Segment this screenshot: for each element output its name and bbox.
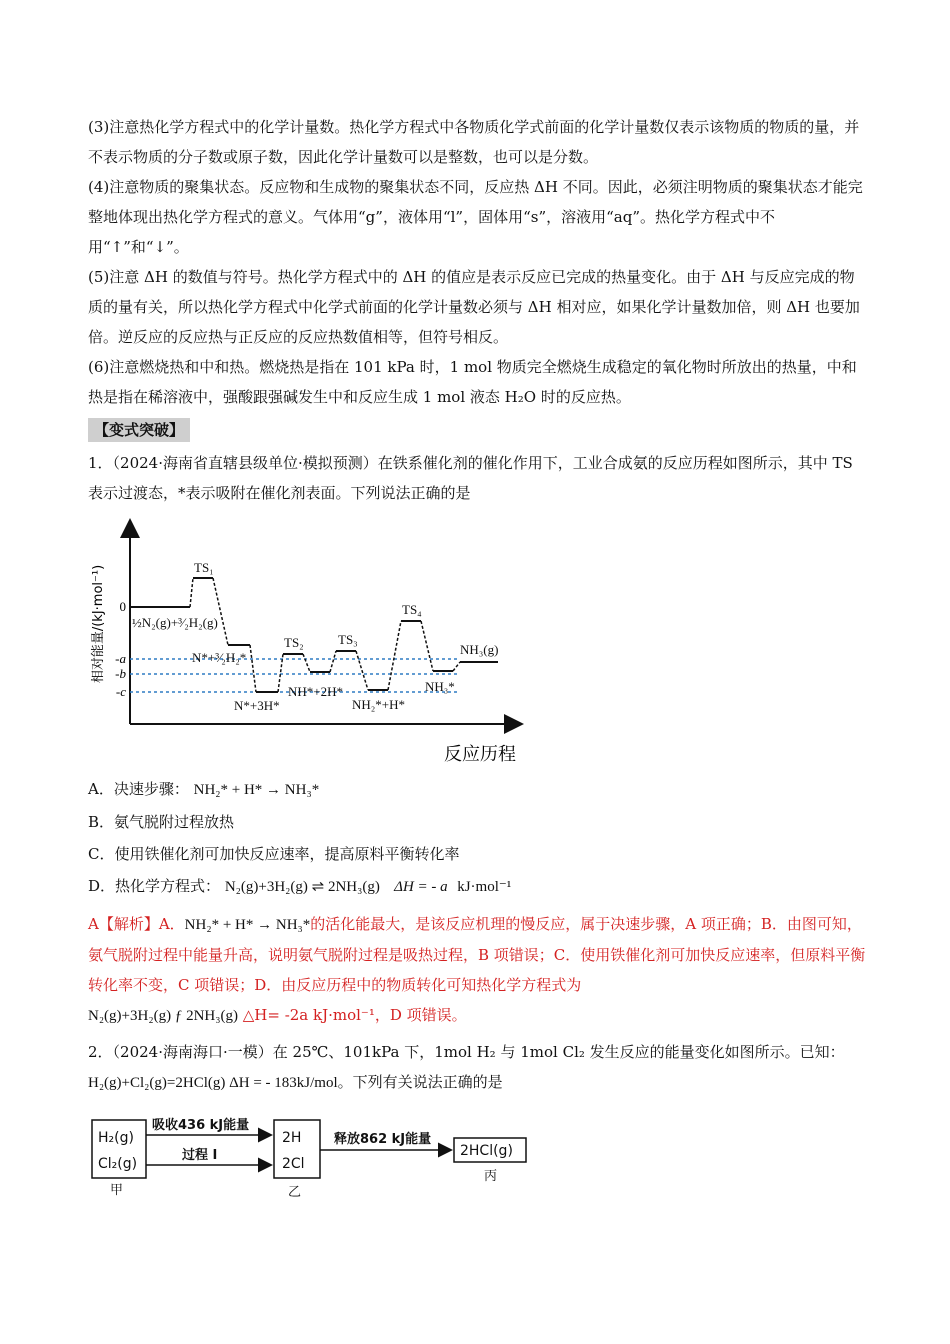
section-tag: 【变式突破】 xyxy=(88,418,190,442)
tick-a: -a xyxy=(115,651,126,666)
arrow-2-label: 释放862 kJ能量 xyxy=(334,1132,432,1147)
page-content xyxy=(88,112,868,1204)
option-a-equation: NH₂* + H* → NH₃* xyxy=(193,782,320,798)
tick-c: -c xyxy=(115,684,126,699)
option-d: D．热化学方程式： N₂(g)+3H₂(g) ⇌ 2NH₃(g) ΔH = - a kJ·mol⁻¹ xyxy=(88,877,512,895)
label-n-3h: N*+3H* xyxy=(234,698,280,713)
energy-flow-diagram xyxy=(88,1112,548,1204)
box-jia-line1: H₂(g) xyxy=(98,1130,134,1146)
label-n-h2: N*+³⁄₂H₂* xyxy=(192,650,247,665)
box-bing-text: 2HCl(g) xyxy=(460,1143,513,1159)
tick-0: 0 xyxy=(119,599,126,614)
x-axis-label: 反应历程 xyxy=(444,744,516,765)
q2-stem: 2．（2024·海南海口·一模）在 25℃、101kPa 下，1mol H₂ 与 1mol Cl₂ 发生反应的能量变化如图所示。已知：H₂(g)+Cl₂(g)=2HCl(g) ΔH = - 183kJ/mol。下列有关说法正确的是 xyxy=(88,1043,845,1091)
option-c: C．使用铁催化剂可加快反应速率，提高原料平衡转化率 xyxy=(88,845,460,863)
label-nh-2h: NH*+2H* xyxy=(288,684,343,699)
box-yi-label: 乙 xyxy=(288,1185,302,1200)
label-ts3: TS₃ xyxy=(338,632,358,647)
option-d-unit: kJ·mol⁻¹ xyxy=(457,879,512,895)
label-nh3-ads: NH₃* xyxy=(425,679,455,694)
q1-analysis: A【解析】A．NH₂* + H* → NH₃*的活化能最大，是该反应机理的慢反应，属于决速步骤，A 项正确；B．由图可知，氨气脱附过程中能量升高，说明氨气脱附过程是吸热过程，B 项错误；C．使用铁催化剂可加快反应速率，但原料平衡转化率不变，C 项错误；D．由反应历程中的物质转化可知热化学方程式为 xyxy=(88,915,866,994)
tick-b: -b xyxy=(115,666,126,681)
option-d-dh: ΔH = - a xyxy=(394,879,448,895)
option-a: A．决速步骤： NH₂* + H* → NH₃* xyxy=(88,780,320,798)
box-yi-line2: 2Cl xyxy=(282,1156,305,1172)
arrow-1-bottom-label: 过程 I xyxy=(182,1148,218,1163)
label-ts2: TS₂ xyxy=(284,635,304,650)
y-axis-label: 相对能量/(kJ·mol⁻¹) xyxy=(91,564,106,684)
intro-point-4: (4)注意物质的聚集状态。反应物和生成物的聚集状态不同，反应热 ΔH 不同。因此，必须注明物质的聚集状态才能完整地体现出热化学方程式的意义。气体用“g”，液体用“l”，固体用“s”，溶液用“aq”。热化学方程式中不用“↑”和“↓”。 xyxy=(88,178,863,256)
label-nh3-g: NH₃(g) xyxy=(460,642,499,657)
box-yi-line1: 2H xyxy=(282,1130,302,1146)
arrow-1-top-label: 吸收436 kJ能量 xyxy=(152,1118,250,1133)
option-d-equation: N₂(g)+3H₂(g) ⇌ 2NH₃(g) xyxy=(224,879,380,895)
label-start: ½N₂(g)+³⁄₂H₂(g) xyxy=(132,615,218,630)
box-jia-label: 甲 xyxy=(110,1183,124,1198)
intro-point-5: (5)注意 ΔH 的数值与符号。热化学方程式中的 ΔH 的值应是表示反应已完成的热量变化。由于 ΔH 与反应完成的物质的量有关，所以热化学方程式中化学式前面的化学计量数必须与 ΔH 相对应，如果化学计量数加倍，则 ΔH 也要加倍。逆反应的反应热与正反应的反应热数值相等，但符号相反。 xyxy=(88,268,860,346)
q1-stem: 1．（2024·海南省直辖县级单位·模拟预测）在铁系催化剂的催化作用下，工业合成氨的反应历程如图所示，其中 TS 表示过渡态，*表示吸附在催化剂表面。下列说法正确的是 xyxy=(88,454,853,502)
energy-profile-chart xyxy=(88,514,538,769)
label-ts1: TS₁ xyxy=(194,560,214,575)
q1-analysis-eq: N₂(g)+3H₂(g) ƒ 2NH₃(g) △H= -2a kJ·mol⁻¹，D 项错误。 xyxy=(88,1006,467,1024)
label-nh2-h: NH₂*+H* xyxy=(352,697,406,712)
option-b: B．氨气脱附过程放热 xyxy=(88,813,235,831)
intro-point-3: (3)注意热化学方程式中的化学计量数。热化学方程式中各物质化学式前面的化学计量数仅表示该物质的物质的量，并不表示物质的分子数或原子数，因此化学计量数可以是整数，也可以是分数。 xyxy=(88,118,860,166)
intro-point-6: (6)注意燃烧热和中和热。燃烧热是指在 101 kPa 时，1 mol 物质完全燃烧生成稳定的氧化物时所放出的热量，中和热是指在稀溶液中，强酸跟强碱发生中和反应生成 1 mol 液态 H₂O 时的反应热。 xyxy=(88,358,857,406)
label-ts4: TS₄ xyxy=(402,602,422,617)
box-bing-label: 丙 xyxy=(484,1169,498,1184)
box-jia-line2: Cl₂(g) xyxy=(98,1156,138,1172)
